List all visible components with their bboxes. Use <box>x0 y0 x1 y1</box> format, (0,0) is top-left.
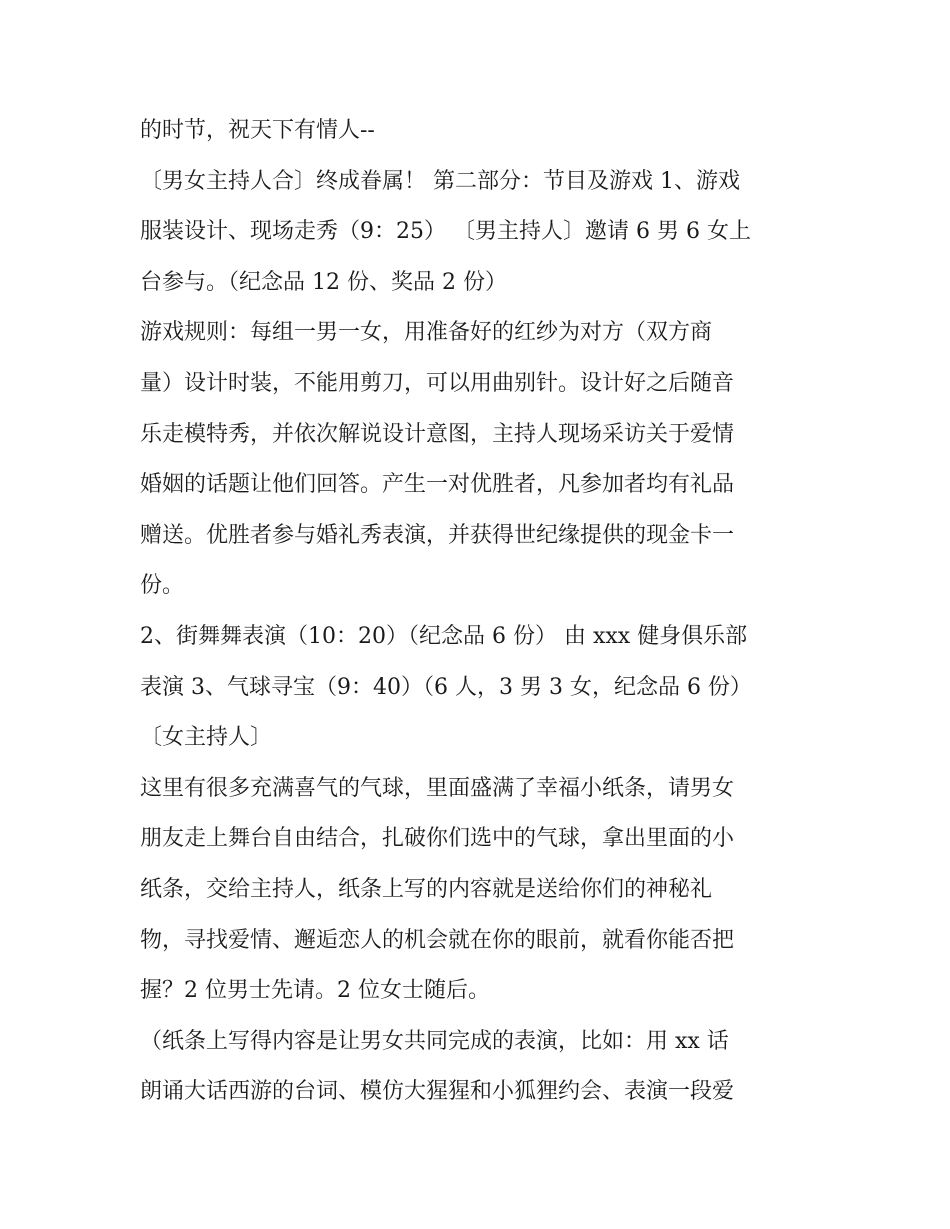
text-line: 赠送。优胜者参与婚礼秀表演，并获得世纪缘提供的现金卡一 <box>140 522 735 548</box>
text-line: 2、街舞舞表演（10：20）（纪念品 6 份） 由 xxx 健身俱乐部 <box>140 623 748 649</box>
text-line: 婚姻的话题让他们回答。产生一对优胜者，凡参加者均有礼品 <box>140 472 735 498</box>
text-line: 乐走模特秀，并依次解说设计意图，主持人现场采访关于爱情 <box>140 421 735 447</box>
text-line: （纸条上写得内容是让男女共同完成的表演，比如：用 xx 话 <box>140 1028 729 1054</box>
text-line: 服装设计、现场走秀（9：25） 〔男主持人〕邀请 6 男 6 女上 <box>140 219 751 245</box>
text-line: 份。 <box>140 573 185 599</box>
text-line: 物，寻找爱情、邂逅恋人的机会就在你的眼前，就看你能否把 <box>140 927 735 953</box>
text-line: 表演 3、气球寻宝（9：40）（6 人，3 男 3 女，纪念品 6 份） <box>140 674 752 700</box>
text-line: 纸条，交给主持人，纸条上写的内容就是送给你们的神秘礼 <box>140 876 713 902</box>
text-line: 这里有很多充满喜气的气球，里面盛满了幸福小纸条，请男女 <box>140 775 735 801</box>
text-line: 的时节，祝天下有情人-- <box>140 118 375 143</box>
text-line: 握？2 位男士先请。2 位女士随后。 <box>140 978 490 1004</box>
text-line: 台参与。（纪念品 12 份、奖品 2 份） <box>140 269 507 295</box>
document-body <box>140 106 820 1118</box>
text-line: 〔男女主持人合〕终成眷属！ 第二部分：节目及游戏 1、游戏 <box>140 168 740 194</box>
text-line: 量）设计时装，不能用剪刀，可以用曲别针。设计好之后随音 <box>140 370 735 396</box>
text-line: 朗诵大话西游的台词、模仿大猩猩和小狐狸约会、表演一段爱 <box>140 1079 735 1105</box>
text-line: 朋友走上舞台自由结合，扎破你们选中的气球，拿出里面的小 <box>140 826 735 852</box>
text-line: 游戏规则：每组一男一女，用准备好的红纱为对方（双方商 <box>140 320 713 346</box>
text-line: 〔女主持人〕 <box>140 725 273 751</box>
